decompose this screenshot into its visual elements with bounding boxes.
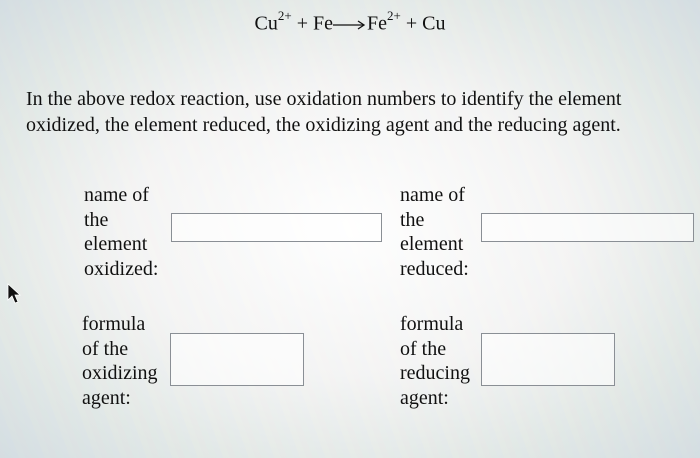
oxidizing-agent-label: formula of the oxidizing agent: (82, 313, 158, 409)
oxidizing-agent-input[interactable] (170, 333, 304, 386)
plus-sign: + (296, 12, 308, 35)
product-cu: Cu (422, 12, 446, 35)
reactant-fe: Fe (313, 12, 333, 35)
mouse-pointer-icon (6, 283, 22, 305)
reducing-agent-label: formula of the reducing agent: (400, 313, 470, 409)
reactant-cu: Cu (254, 12, 278, 35)
product-fe-charge: 2+ (387, 8, 401, 23)
reaction-equation (0, 10, 700, 36)
reducing-agent-input[interactable] (481, 333, 615, 386)
element-reduced-input[interactable] (481, 213, 694, 242)
question-text: In the above redox reaction, use oxidation numbers to identify the element oxidized, the element reduced, the oxidizing agent and the reducing agent. (26, 88, 622, 136)
element-oxidized-label: name of the element oxidized: (84, 184, 159, 280)
element-reduced-label: name of the element reduced: (400, 184, 469, 280)
plus-sign-2: + (405, 12, 418, 35)
reactant-cu-charge: 2+ (277, 8, 292, 23)
reaction-arrow-icon (333, 19, 367, 31)
element-oxidized-input[interactable] (171, 213, 382, 242)
product-fe: Fe (367, 12, 387, 35)
